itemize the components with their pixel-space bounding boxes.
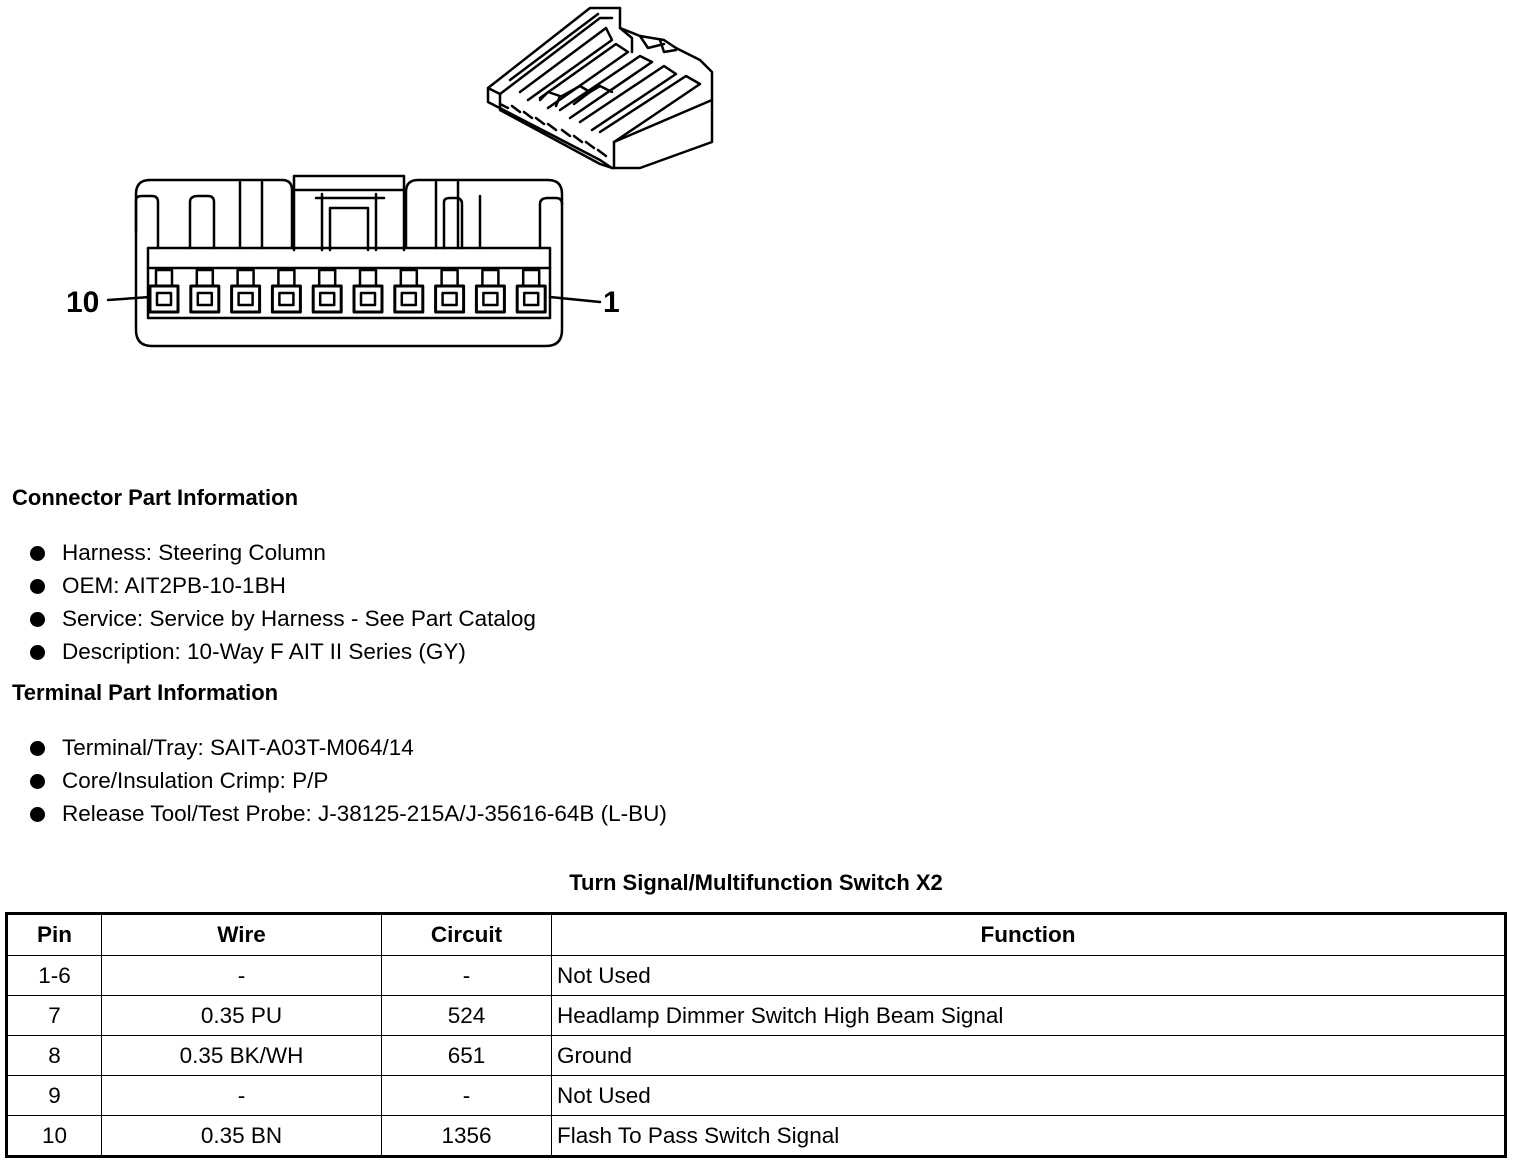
- terminal-info-heading: Terminal Part Information: [12, 680, 279, 705]
- cell-wire: 0.35 BN: [102, 1116, 382, 1157]
- terminal-cavity: [191, 270, 219, 312]
- bullet-icon: [30, 807, 45, 822]
- column-header-wire: Wire: [102, 914, 382, 956]
- bullet-icon: [30, 774, 45, 789]
- bullet-icon: [30, 612, 45, 627]
- list-item: OEM: AIT2PB-10-1BH: [28, 569, 536, 602]
- cell-pin: 1-6: [7, 956, 102, 996]
- column-header-function: Function: [552, 914, 1506, 956]
- connector-isometric-view: [488, 8, 712, 168]
- list-item: Terminal/Tray: SAIT-A03T-M064/14: [28, 731, 667, 764]
- terminal-cavities: [150, 270, 545, 312]
- terminal-cavity: [232, 270, 260, 312]
- cell-circuit: -: [382, 1076, 552, 1116]
- pin-label-10: 10: [66, 286, 100, 319]
- leader-line-pin-1: [550, 297, 600, 302]
- terminal-cavity: [395, 270, 423, 312]
- terminal-cavity: [313, 270, 341, 312]
- connector-info-list: [28, 536, 536, 668]
- terminal-cavity: [272, 270, 300, 312]
- terminal-cavity: [476, 270, 504, 312]
- cell-circuit: 1356: [382, 1116, 552, 1157]
- terminal-cavity: [436, 270, 464, 312]
- cell-function: Flash To Pass Switch Signal: [552, 1116, 1506, 1157]
- cell-wire: -: [102, 956, 382, 996]
- terminal-cavity: [517, 270, 545, 312]
- list-item: Release Tool/Test Probe: J-38125-215A/J-35616-64B (L-BU): [28, 797, 667, 830]
- terminal-cavity: [150, 270, 178, 312]
- table-row: [7, 1116, 1506, 1157]
- connector-front-view: [136, 176, 562, 346]
- cell-pin: 7: [7, 996, 102, 1036]
- pin-label-1: 1: [603, 286, 620, 319]
- table-row: [7, 1036, 1506, 1076]
- column-header-pin: Pin: [7, 914, 102, 956]
- pin-table-title: Turn Signal/Multifunction Switch X2: [569, 870, 943, 895]
- cell-function: Not Used: [552, 956, 1506, 996]
- bullet-icon: [30, 645, 45, 660]
- leader-line-pin-10: [108, 297, 150, 300]
- cell-pin: 8: [7, 1036, 102, 1076]
- table-row: [7, 956, 1506, 996]
- cell-circuit: -: [382, 956, 552, 996]
- list-item: Core/Insulation Crimp: P/P: [28, 764, 667, 797]
- list-item: Harness: Steering Column: [28, 536, 536, 569]
- cell-wire: 0.35 BK/WH: [102, 1036, 382, 1076]
- list-item: Service: Service by Harness - See Part Catalog: [28, 602, 536, 635]
- table-row: [7, 1076, 1506, 1116]
- table-header-row: [7, 914, 1506, 956]
- cell-function: Headlamp Dimmer Switch High Beam Signal: [552, 996, 1506, 1036]
- bullet-icon: [30, 546, 45, 561]
- cell-pin: 9: [7, 1076, 102, 1116]
- terminal-cavity: [354, 270, 382, 312]
- cell-circuit: 651: [382, 1036, 552, 1076]
- cell-wire: -: [102, 1076, 382, 1116]
- terminal-info-list: [28, 731, 667, 830]
- cell-circuit: 524: [382, 996, 552, 1036]
- table-row: [7, 996, 1506, 1036]
- connector-info-heading: Connector Part Information: [12, 485, 299, 510]
- list-item: Description: 10-Way F AIT II Series (GY): [28, 635, 536, 668]
- cell-function: Not Used: [552, 1076, 1506, 1116]
- cell-function: Ground: [552, 1036, 1506, 1076]
- column-header-circuit: Circuit: [382, 914, 552, 956]
- bullet-icon: [30, 741, 45, 756]
- pin-table: [5, 912, 1507, 1158]
- connector-diagram: [0, 0, 1520, 470]
- cell-pin: 10: [7, 1116, 102, 1157]
- bullet-icon: [30, 579, 45, 594]
- cell-wire: 0.35 PU: [102, 996, 382, 1036]
